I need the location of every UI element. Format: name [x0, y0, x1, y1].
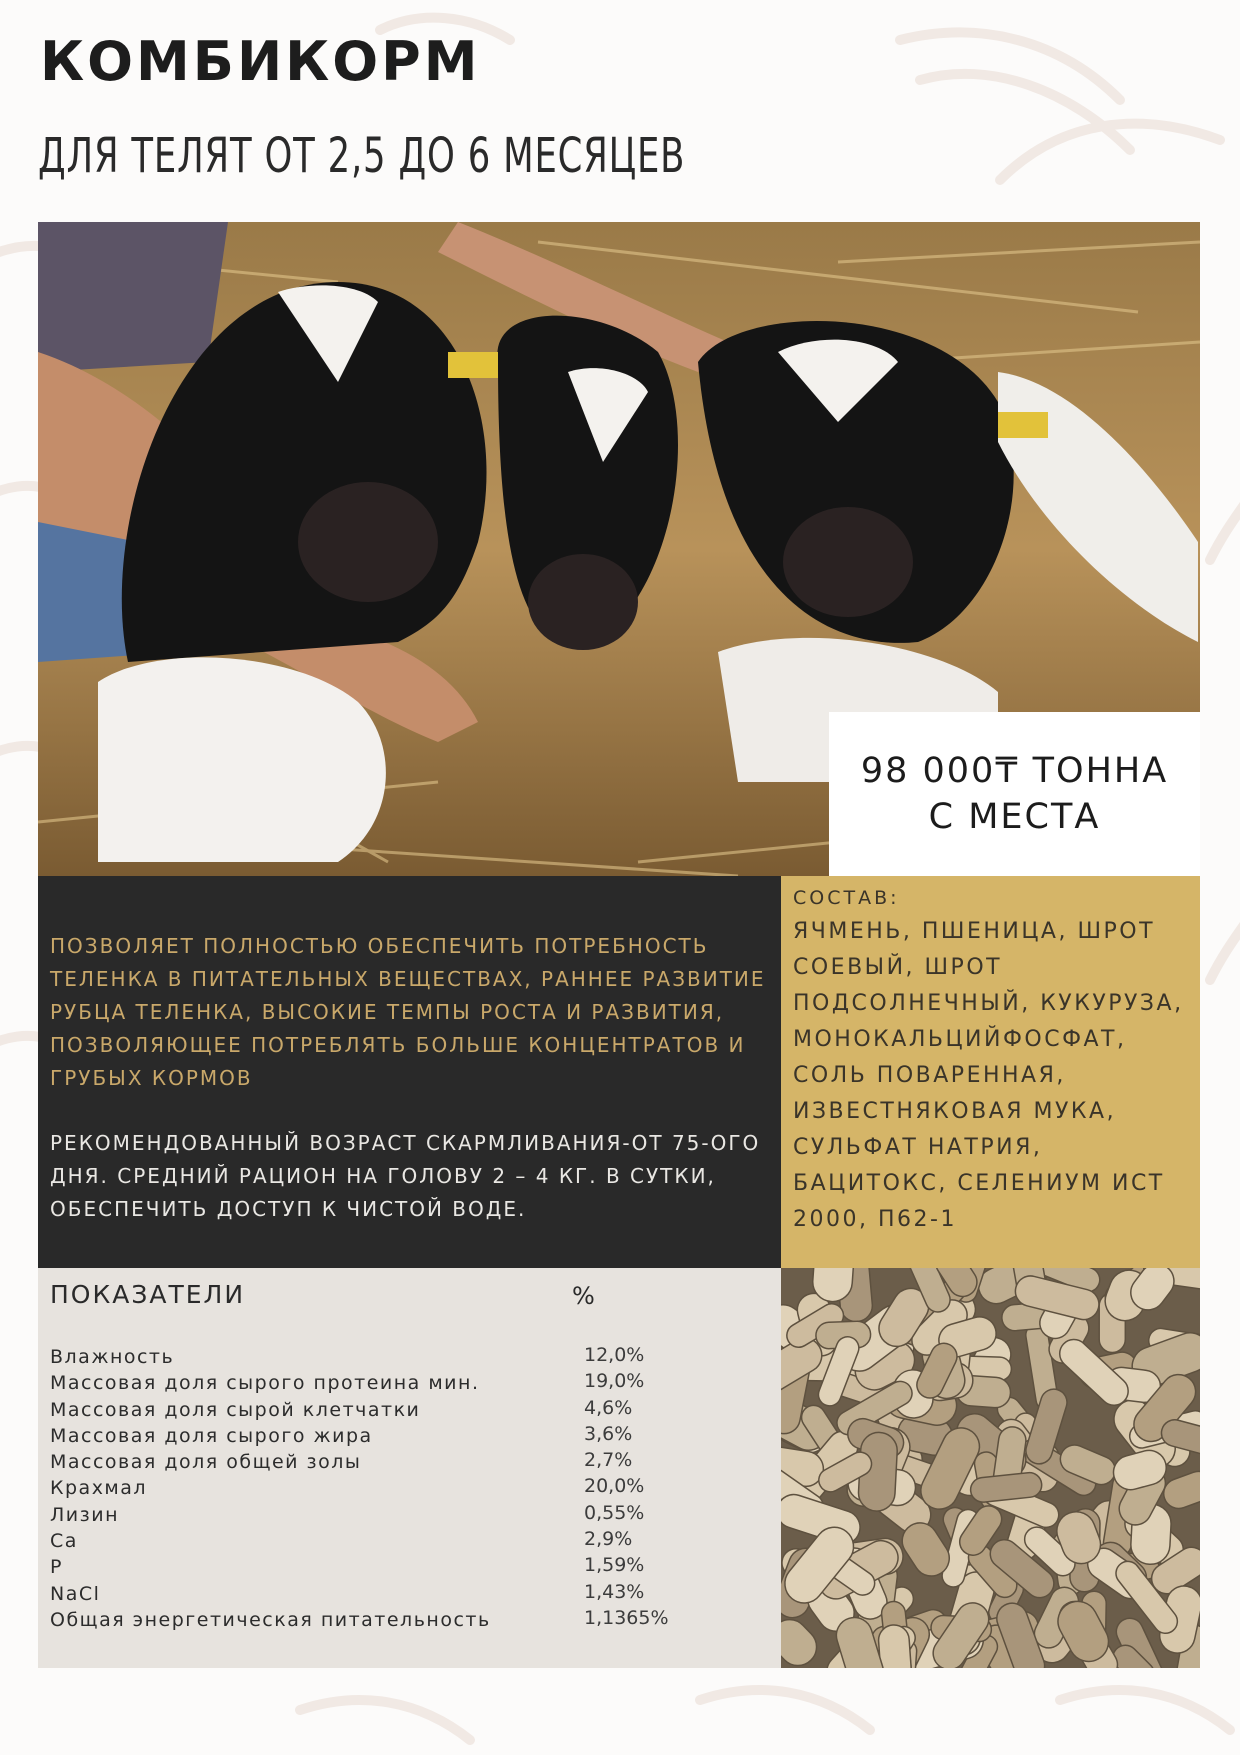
stat-value: 1,59% — [584, 1554, 645, 1577]
stat-name: Массовая доля сырого жира — [50, 1424, 373, 1447]
table-row — [50, 1554, 770, 1580]
stats-rows — [50, 1344, 770, 1633]
stat-value: 1,1365% — [584, 1606, 669, 1629]
table-row — [50, 1607, 770, 1633]
stat-name: P — [50, 1556, 63, 1579]
stat-value: 1,43% — [584, 1580, 645, 1603]
stat-name: Массовая доля сырого протеина мин. — [50, 1372, 480, 1395]
stat-value: 20,0% — [584, 1475, 645, 1498]
composition-label: СОСТАВ: — [793, 887, 900, 909]
stats-header-name: ПОКАЗАТЕЛИ — [50, 1280, 246, 1309]
stat-value: 2,9% — [584, 1528, 633, 1551]
benefits-text: ПОЗВОЛЯЕТ ПОЛНОСТЬЮ ОБЕСПЕЧИТЬ ПОТРЕБНОСТЬ ТЕЛЕНКА В ПИТАТЕЛЬНЫХ ВЕЩЕСТВАХ, РАННЕЕ РАЗВИТИЕ РУБЦА ТЕЛЕНКА, ВЫСОКИЕ ТЕМПЫ РОСТА И РАЗВИТИЯ, ПОЗВОЛЯЮЩЕЕ ПОТРЕБЛЯТЬ БОЛЬШЕ КОНЦЕНТРАТОВ И ГРУБЫХ КОРМОВ — [50, 934, 766, 1090]
composition-text: ЯЧМЕНЬ, ПШЕНИЦА, ШРОТ СОЕВЫЙ, ШРОТ ПОДСОЛНЕЧНЫЙ, КУКУРУЗА, МОНОКАЛЬЦИЙФОСФАТ, СОЛЬ ПОВАРЕННАЯ, ИЗВЕСТНЯКОВАЯ МУКА, СУЛЬФАТ НАТРИЯ, БАЦИТОКС, СЕЛЕНИУМ ИСТ 2000, П62-1 — [793, 919, 1184, 1232]
stat-value: 2,7% — [584, 1449, 633, 1472]
table-row — [50, 1370, 770, 1396]
stat-value: 4,6% — [584, 1396, 633, 1419]
feed-pellets-photo — [781, 1268, 1200, 1668]
stat-name: Ca — [50, 1530, 78, 1553]
stats-table — [38, 1268, 781, 1668]
table-row — [50, 1397, 770, 1423]
description-panel — [38, 876, 781, 1268]
table-row — [50, 1449, 770, 1475]
price-value: 98 000₸ ТОННА — [860, 751, 1169, 791]
stat-name: Крахмал — [50, 1477, 148, 1500]
composition-panel — [781, 876, 1200, 1268]
table-row — [50, 1475, 770, 1501]
table-row — [50, 1581, 770, 1607]
stat-name: NaCl — [50, 1582, 101, 1605]
stat-name: Влажность — [50, 1346, 175, 1368]
usage-text: РЕКОМЕНДОВАННЫЙ ВОЗРАСТ СКАРМЛИВАНИЯ-ОТ 75-ОГО ДНЯ. СРЕДНИЙ РАЦИОН НА ГОЛОВУ 2 – 4 КГ. В СУТКИ, ОБЕСПЕЧИТЬ ДОСТУП К ЧИСТОЙ ВОДЕ. — [50, 1131, 761, 1221]
stat-name: Массовая доля сырой клетчатки — [50, 1398, 421, 1421]
page-title: КОМБИКОРМ — [40, 30, 481, 93]
stat-value: 3,6% — [584, 1422, 633, 1445]
pellet — [781, 1612, 824, 1668]
stat-value: 19,0% — [584, 1370, 645, 1393]
stat-value: 12,0% — [584, 1344, 645, 1366]
page-subtitle: ДЛЯ ТЕЛЯТ ОТ 2,5 ДО 6 МЕСЯЦЕВ — [38, 128, 686, 184]
table-row — [50, 1502, 770, 1528]
stat-name: Общая энергетическая питательность — [50, 1608, 491, 1631]
table-row — [50, 1528, 770, 1554]
stat-name: Массовая доля общей золы — [50, 1451, 362, 1474]
price-terms: С МЕСТА — [928, 797, 1101, 837]
table-row — [50, 1423, 770, 1449]
table-row — [50, 1344, 770, 1370]
stat-name: Лизин — [50, 1503, 120, 1526]
price-box — [829, 712, 1200, 876]
stat-value: 0,55% — [584, 1501, 645, 1524]
stats-header-unit: % — [572, 1282, 595, 1310]
